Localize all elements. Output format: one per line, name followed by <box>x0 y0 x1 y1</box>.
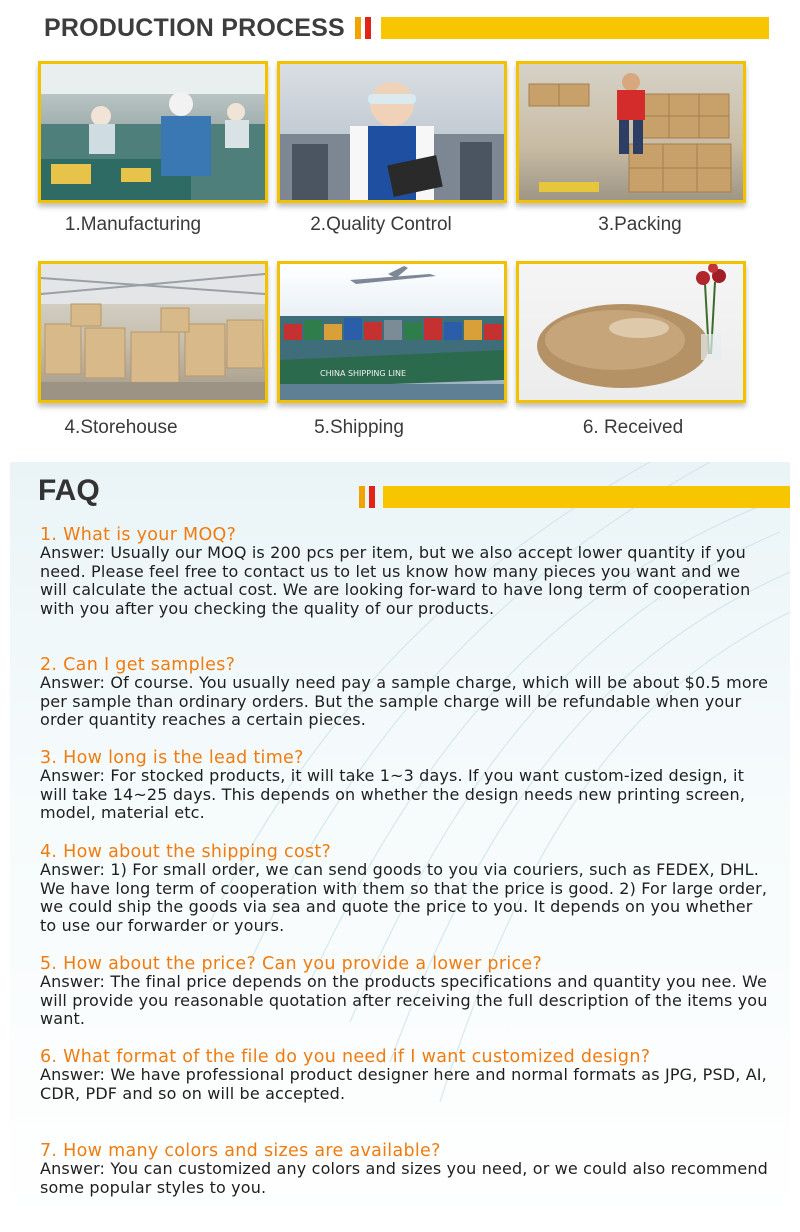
faq-item <box>40 955 772 1029</box>
step-label: 3.Packing <box>598 214 682 235</box>
faq-question: 1. What is your MOQ? <box>40 525 237 545</box>
step-label: 5.Shipping <box>314 417 404 438</box>
title-accent-line <box>381 17 769 39</box>
manufacturing-photo <box>38 61 268 203</box>
faq-question: 2. Can I get samples? <box>40 655 236 675</box>
storehouse-photo <box>38 261 268 403</box>
faq-answer: Answer: Of course. You usually need pay a sample charge, which will be about $0.5 more per sample than ordinary orders. But the sample charge will be refundable when your order quantity reaches a certain pieces. <box>40 673 769 729</box>
step-label: 6. Received <box>582 417 684 438</box>
packing-photo <box>516 61 746 203</box>
faq-answer: Answer: For stocked products, it will take 1~3 days. If you want custom-ized design, it will take 14~25 days. This depends on whether the design needs new printing screen, model, material etc. <box>40 766 746 822</box>
ship-hull-text: CHINA SHIPPING LINE <box>320 369 407 378</box>
faq-accent-line <box>383 486 790 508</box>
faq-title: FAQ <box>38 474 100 507</box>
step-label: 4.Storehouse <box>64 417 178 438</box>
faq-question: 7. How many colors and sizes are available? <box>40 1141 441 1161</box>
quality-control-photo <box>277 61 507 203</box>
faq-question: 3. How long is the lead time? <box>40 748 304 768</box>
production-title: PRODUCTION PROCESS <box>44 14 345 42</box>
shipping-photo <box>277 261 507 403</box>
faq-item <box>40 1048 772 1103</box>
faq-item <box>40 1142 772 1197</box>
faq-item <box>40 843 772 935</box>
faq-question: 6. What format of the file do you need if I want customized design? <box>40 1047 651 1067</box>
step-label: 1.Manufacturing <box>64 214 202 235</box>
faq-accent-bars <box>359 486 375 508</box>
production-process-section <box>0 0 800 455</box>
faq-question: 5. How about the price? Can you provide a lower price? <box>40 954 543 974</box>
faq-answer: Answer: The final price depends on the products specifications and quantity you nee. We will provide you reasonable quotation after receiving the full description of the items you want. <box>40 972 768 1028</box>
step-label: 2.Quality Control <box>310 214 452 235</box>
faq-item <box>40 749 772 823</box>
faq-section <box>10 462 790 1227</box>
faq-answer: Answer: You can customized any colors and sizes you need, or we could also recommend some popular styles to you. <box>40 1159 768 1197</box>
faq-answer: Answer: Usually our MOQ is 200 pcs per item, but we also accept lower quantity if you need. Please feel free to contact us to let us know how many pieces you want and we will calculate the actual cost. We are looking for-ward to have long term of cooperation with you after you checking the quality of our products. <box>40 543 751 618</box>
faq-item <box>40 526 772 618</box>
received-photo <box>516 261 746 403</box>
title-accent-bars <box>355 17 371 39</box>
faq-item <box>40 656 772 730</box>
faq-answer: Answer: 1) For small order, we can send goods to you via couriers, such as FEDEX, DHL. We have long term of cooperation with them so that the price is good. 2) For large order, we could ship the goods via sea and quote the price to you. It depends on you whether to use our forwarder or yours. <box>40 860 768 935</box>
faq-answer: Answer: We have professional product designer here and normal formats as JPG, PSD, AI, CDR, PDF and so on will be accepted. <box>40 1065 767 1103</box>
faq-question: 4. How about the shipping cost? <box>40 842 332 862</box>
